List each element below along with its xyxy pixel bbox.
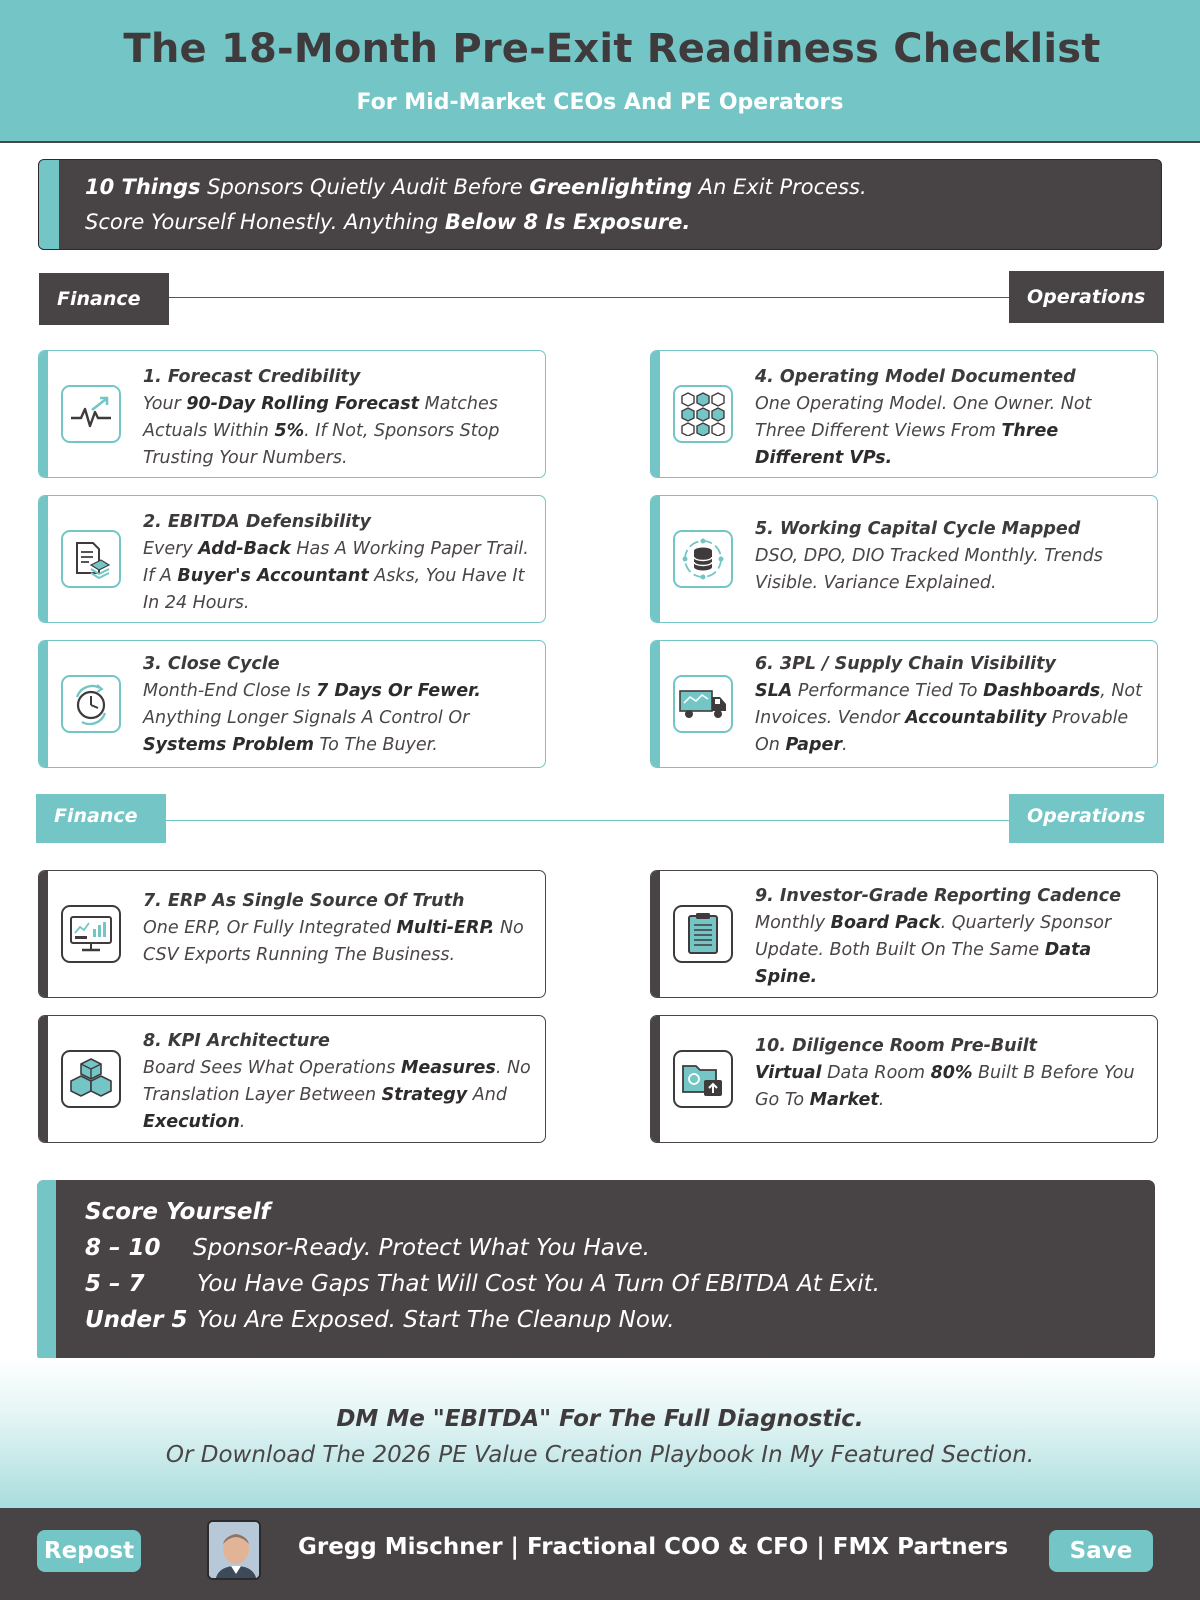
monitor-dashboard-icon	[61, 905, 121, 963]
score-title: Score Yourself	[85, 1199, 271, 1225]
intro-emph: Greenlighting	[529, 175, 692, 199]
card-text	[143, 364, 531, 472]
checklist-card	[38, 495, 546, 623]
card-desc-text: . No Translation Layer Between	[143, 1058, 531, 1105]
card-text	[755, 1033, 1143, 1114]
page-title: The 18-Month Pre-Exit Readiness Checklist	[123, 26, 1101, 72]
score-meaning: You Are Exposed. Start The Cleanup Now.	[197, 1307, 675, 1333]
section-divider-2	[36, 794, 1164, 846]
card-emphasis: 80%	[930, 1063, 973, 1083]
card-accent-bar	[39, 1016, 48, 1142]
card-emphasis: Market	[809, 1090, 879, 1110]
section-tag-operations: Operations	[1009, 794, 1164, 843]
card-desc-text: And	[467, 1085, 507, 1105]
card-title: 1. Forecast Credibility	[143, 367, 361, 387]
card-desc-text: Built B Before You Go To	[755, 1063, 1135, 1110]
card-desc-text: Asks, You Have It In 24 Hours.	[143, 566, 525, 613]
card-emphasis: Buyer's Accountant	[177, 566, 369, 586]
database-cycle-icon	[673, 530, 733, 588]
card-description	[755, 546, 1103, 593]
document-stack-icon	[61, 530, 121, 588]
card-description	[755, 1063, 1135, 1110]
card-title: 10. Diligence Room Pre-Built	[755, 1036, 1037, 1056]
card-emphasis: Accountability	[905, 708, 1047, 728]
header-banner	[0, 0, 1200, 143]
card-desc-text: Performance Tied To	[792, 681, 984, 701]
card-emphasis: SLA	[755, 681, 793, 701]
truck-icon	[673, 675, 733, 733]
intro-line-1	[85, 175, 867, 199]
card-desc-text: .	[878, 1090, 885, 1110]
card-title: 3. Close Cycle	[143, 654, 280, 674]
section-tag-finance: Finance	[36, 794, 166, 843]
checklist-card	[650, 350, 1158, 478]
card-desc-text: Board Sees What Operations	[143, 1058, 401, 1078]
card-accent-bar	[39, 351, 48, 477]
card-accent-bar	[651, 351, 660, 477]
card-title: 2. EBITDA Defensibility	[143, 512, 371, 532]
card-desc-text: Provable On	[755, 708, 1129, 755]
score-meaning: Sponsor-Ready. Protect What You Have.	[193, 1235, 650, 1261]
score-row	[85, 1307, 675, 1333]
card-emphasis: 5%	[274, 421, 305, 441]
card-emphasis: Virtual	[755, 1063, 822, 1083]
score-accent-bar	[37, 1180, 56, 1361]
cta-line-2: Or Download The 2026 PE Value Creation Playbook In My Featured Section.	[165, 1442, 1035, 1468]
card-desc-text: One ERP, Or Fully Integrated	[143, 918, 397, 938]
card-text	[143, 1028, 531, 1136]
checklist-card	[38, 870, 546, 998]
card-emphasis: 90-Day Rolling Forecast	[186, 394, 420, 414]
card-description	[143, 394, 499, 468]
card-title: 9. Investor-Grade Reporting Cadence	[755, 886, 1121, 906]
section-divider-1	[36, 271, 1164, 323]
card-desc-text: Your	[143, 394, 187, 414]
footer-bar	[0, 1508, 1200, 1600]
card-description	[143, 918, 524, 965]
card-accent-bar	[651, 641, 660, 767]
card-text	[143, 651, 531, 759]
card-desc-text: Matches Actuals Within	[143, 394, 498, 441]
score-range: 8 – 10	[85, 1235, 161, 1261]
card-description	[755, 681, 1142, 755]
checklist-card	[650, 640, 1158, 768]
score-meaning: You Have Gaps That Will Cost You A Turn Of EBITDA At Exit.	[197, 1271, 880, 1297]
score-row	[85, 1271, 880, 1297]
page-subtitle: For Mid-Market CEOs And PE Operators	[356, 90, 844, 115]
score-panel	[37, 1180, 1155, 1361]
card-text	[755, 883, 1143, 991]
card-description	[143, 681, 481, 755]
folder-upload-icon	[673, 1050, 733, 1108]
card-text	[755, 516, 1143, 597]
intro-banner	[38, 159, 1162, 250]
intro-emph: 10 Things	[85, 175, 201, 199]
score-range: 5 – 7	[85, 1271, 145, 1297]
card-description	[143, 1058, 531, 1132]
card-emphasis: Data Spine.	[755, 940, 1092, 987]
card-emphasis: Systems Problem	[143, 735, 314, 755]
avatar[interactable]	[207, 1520, 261, 1580]
card-emphasis: Execution	[143, 1112, 240, 1132]
intro-text: An Exit Process.	[691, 175, 867, 199]
card-emphasis: Dashboards	[983, 681, 1101, 701]
card-desc-text: No CSV Exports Running The Business.	[143, 918, 524, 965]
card-desc-text: Has A Working Paper Trail. If A	[143, 539, 529, 586]
stacked-cubes-icon	[61, 1050, 121, 1108]
score-range: Under 5	[85, 1307, 188, 1333]
card-desc-text: . If Not, Sponsors Stop Trusting Your Numbers.	[143, 421, 500, 468]
pulse-chart-icon	[61, 385, 121, 443]
card-text	[143, 509, 531, 617]
save-button[interactable]: Save	[1049, 1530, 1153, 1572]
card-title: 8. KPI Architecture	[143, 1031, 330, 1051]
card-desc-text: .	[841, 735, 848, 755]
card-text	[755, 651, 1143, 759]
card-desc-text: DSO, DPO, DIO Tracked Monthly. Trends Visible. Variance Explained.	[755, 546, 1103, 593]
intro-text: Score Yourself Honestly. Anything	[85, 210, 445, 234]
checklist-card	[650, 870, 1158, 998]
cta-line-1: DM Me "EBITDA" For The Full Diagnostic.	[336, 1406, 864, 1432]
card-description	[755, 394, 1091, 468]
divider-line	[156, 297, 1014, 298]
checklist-card	[38, 1015, 546, 1143]
card-desc-text: Monthly	[755, 913, 831, 933]
card-accent-bar	[651, 871, 660, 997]
intro-line-2	[85, 210, 690, 234]
checklist-card	[38, 350, 546, 478]
repost-button[interactable]: Repost	[37, 1530, 141, 1572]
card-desc-text: To The Buyer.	[313, 735, 438, 755]
card-emphasis: 7 Days Or Fewer.	[316, 681, 481, 701]
section-tag-operations: Operations	[1009, 271, 1164, 323]
author-name: Gregg Mischner | Fractional COO & CFO | FMX Partners	[298, 1534, 1009, 1560]
cube-network-icon	[673, 385, 733, 443]
card-text	[755, 364, 1143, 472]
card-desc-text: Data Room	[821, 1063, 931, 1083]
card-accent-bar	[39, 641, 48, 767]
card-desc-text: , Not Invoices. Vendor	[755, 681, 1143, 728]
card-title: 7. ERP As Single Source Of Truth	[143, 891, 465, 911]
intro-text: Sponsors Quietly Audit Before	[200, 175, 530, 199]
card-accent-bar	[651, 1016, 660, 1142]
card-description	[143, 539, 529, 613]
card-desc-text: Month-End Close Is	[143, 681, 317, 701]
divider-line	[156, 820, 1014, 821]
card-accent-bar	[39, 871, 48, 997]
card-desc-text: .	[239, 1112, 246, 1132]
card-description	[755, 913, 1111, 987]
card-emphasis: Multi-ERP.	[396, 918, 495, 938]
section-tag-finance: Finance	[39, 273, 169, 325]
card-emphasis: Measures	[400, 1058, 496, 1078]
card-emphasis: Paper	[785, 735, 842, 755]
card-title: 5. Working Capital Cycle Mapped	[755, 519, 1081, 539]
card-text	[143, 888, 531, 969]
checklist-card	[650, 495, 1158, 623]
card-desc-text: Every	[143, 539, 199, 559]
card-title: 4. Operating Model Documented	[755, 367, 1076, 387]
card-desc-text: One Operating Model. One Owner. Not Three Different Views From	[755, 394, 1092, 441]
card-desc-text: . Quarterly Sponsor Update. Both Built On The Same	[755, 913, 1112, 960]
intro-accent-bar	[39, 160, 59, 249]
intro-emph: Below 8 Is Exposure.	[444, 210, 691, 234]
card-accent-bar	[39, 496, 48, 622]
score-row	[85, 1235, 650, 1261]
card-emphasis: Strategy	[381, 1085, 468, 1105]
report-clipboard-icon	[673, 905, 733, 963]
checklist-card	[38, 640, 546, 768]
card-emphasis: Board Pack	[830, 913, 941, 933]
card-title: 6. 3PL / Supply Chain Visibility	[755, 654, 1056, 674]
card-emphasis: Add-Back	[198, 539, 291, 559]
checklist-card	[650, 1015, 1158, 1143]
clock-cycle-icon	[61, 675, 121, 733]
card-emphasis: Three Different VPs.	[755, 421, 1059, 468]
card-desc-text: Anything Longer Signals A Control Or	[143, 708, 470, 728]
card-accent-bar	[651, 496, 660, 622]
call-to-action	[0, 1358, 1200, 1508]
